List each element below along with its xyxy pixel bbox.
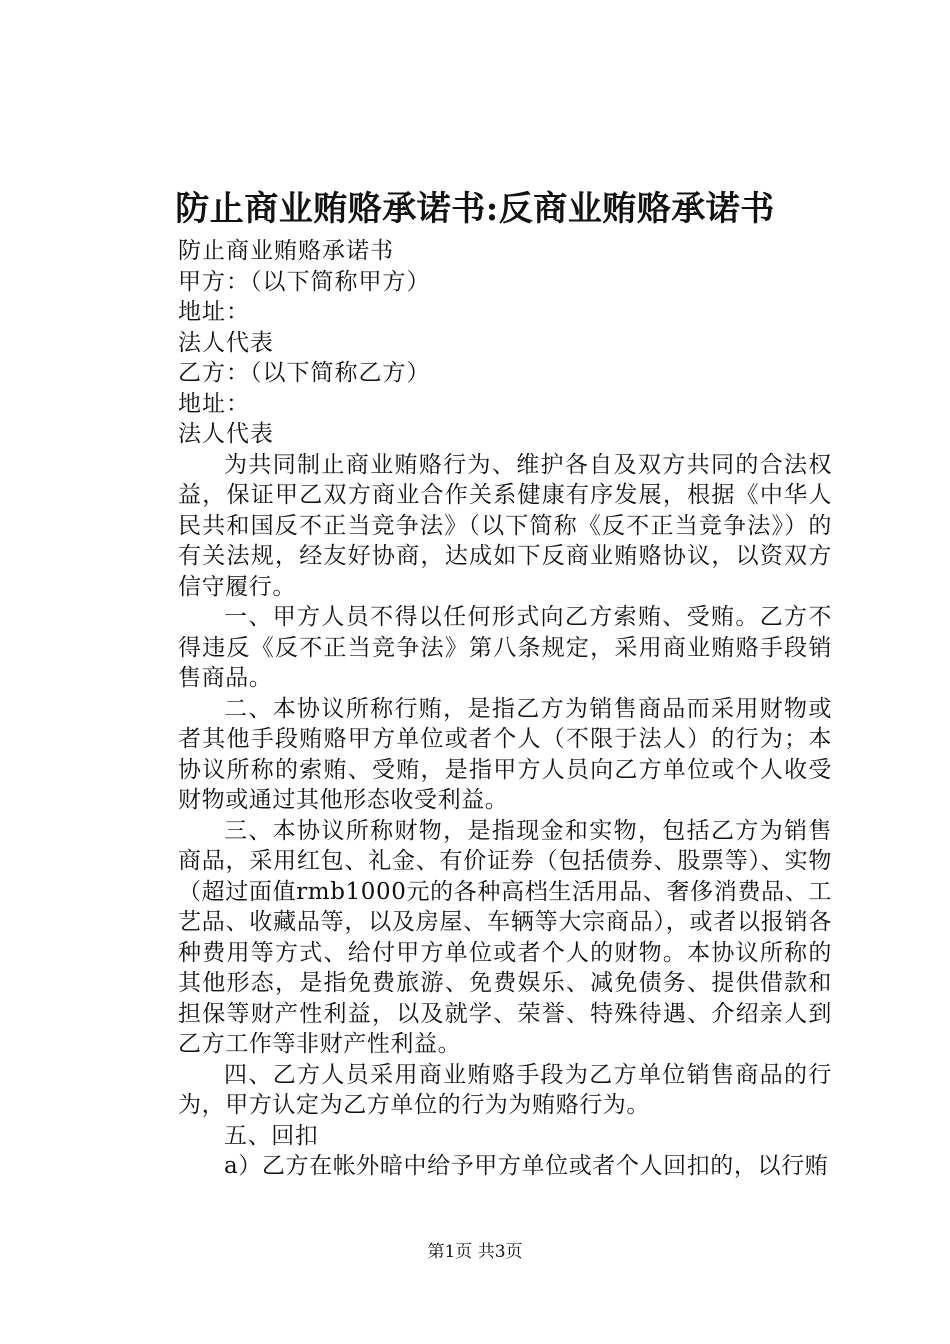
document-title: 防止商业贿赂承诺书:反商业贿赂承诺书 (175, 189, 775, 229)
header-line-address-a: 地址： (178, 299, 250, 325)
paragraph-preamble: 为共同制止商业贿赂行为、维护各自及双方共同的合法权益，保证甲乙双方商业合作关系健康有序发展，根据《中华人民共和国反不正当竞争法》（以下简称《反不正当竞争法》）的有关法规，经友好协商，达成如下反商业贿赂协议，以资双方信守履行。 (178, 451, 832, 600)
header-line-party-a: 甲方：（以下简称甲方） (178, 268, 431, 295)
paragraph-clause-2: 二、本协议所称行贿，是指乙方为销售商品而采用财物或者其他手段贿赂甲方单位或者个人（不限于法人）的行为；本协议所称的索贿、受贿，是指甲方人员向乙方单位或个人收受财物或通过其他形态收受利益。 (178, 695, 832, 813)
header-line-heading: 防止商业贿赂承诺书 (178, 238, 394, 264)
header-line-party-b: 乙方：（以下简称乙方） (178, 360, 431, 386)
paragraph-clause-1: 一、甲方人员不得以任何形式向乙方索贿、受贿。乙方不得违反《反不正当竞争法》第八条规定，采用商业贿赂手段销售商品。 (178, 604, 832, 691)
header-line-legal-rep-b: 法人代表 (178, 421, 274, 447)
paragraph-clause-4: 四、乙方人员采用商业贿赂手段为乙方单位销售商品的行为，甲方认定为乙方单位的行为为贿赂行为。 (178, 1061, 832, 1118)
paragraph-clause-3: 三、本协议所称财物，是指现金和实物，包括乙方为销售商品，采用红包、礼金、有价证券（包括债券、股票等）、实物（超过面值rmb1000元的各种高档生活用品、奢侈消费品、工艺品、收藏品等，以及房屋、车辆等大宗商品），或者以报销各种费用等方式、给付甲方单位或者个人的财物。本协议所称的其他形态，是指免费旅游、免费娱乐、减免债务、提供借款和担保等财产性利益，以及就学、荣誉、特殊待遇、介绍亲人到乙方工作等非财产性利益。 (178, 817, 832, 1057)
paragraph-clause-5-heading: 五、回扣 (224, 1122, 319, 1149)
document-body (178, 236, 832, 1182)
header-line-legal-rep-a: 法人代表 (178, 329, 274, 356)
page-footer: 第1页 共3页 (427, 1242, 523, 1262)
header-line-address-b: 地址： (178, 390, 250, 417)
paragraph-clause-5a: a）乙方在帐外暗中给予甲方单位或者个人回扣的，以行贿 (224, 1153, 829, 1179)
